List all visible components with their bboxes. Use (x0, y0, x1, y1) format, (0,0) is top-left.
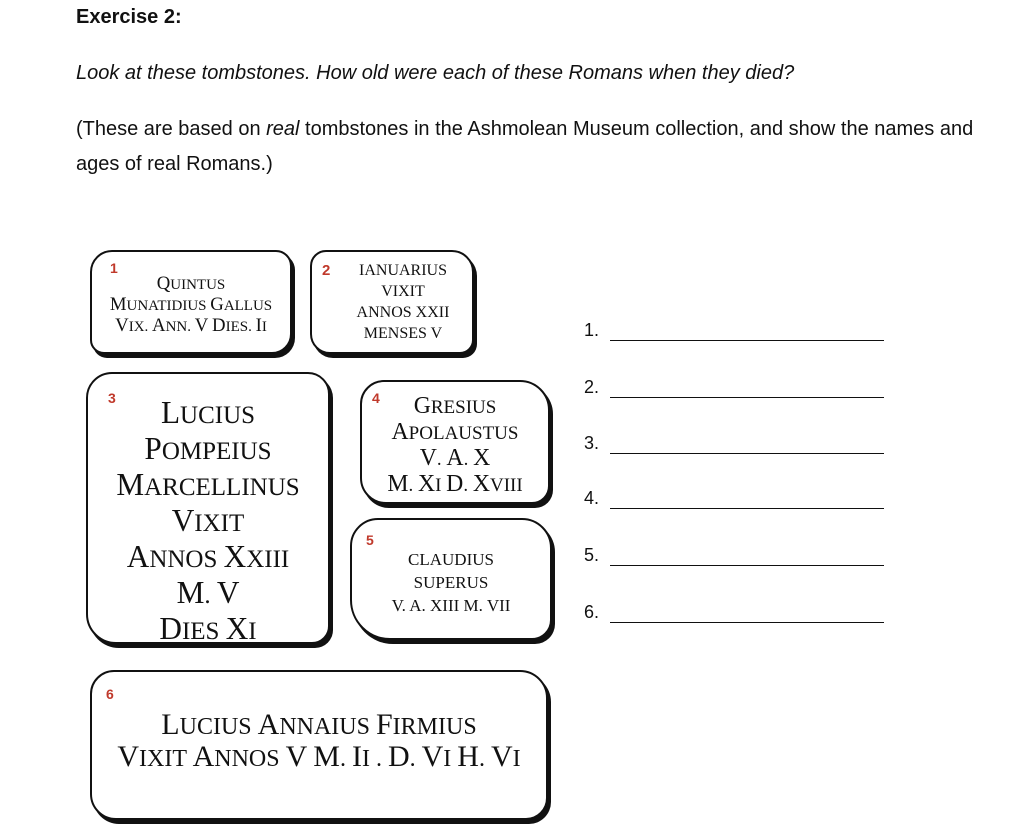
answer-blank-line[interactable] (610, 622, 884, 623)
tombstone-number: 1 (110, 260, 118, 276)
answer-number: 1. (584, 320, 600, 340)
answer-blank-line[interactable] (610, 565, 884, 566)
tombstone-3 (86, 372, 330, 644)
tombstone-inscription (352, 548, 550, 617)
tombstone-number: 6 (106, 686, 114, 702)
inscription-line: MENSES V (363, 325, 443, 342)
inscription-line: DIES XI (159, 611, 257, 646)
tombstone-inscription (92, 274, 290, 337)
inscription-line: V. A. X (419, 445, 491, 471)
tombstone-number: 3 (108, 390, 116, 406)
tombstone-4 (360, 380, 550, 504)
answer-row-5[interactable] (584, 545, 884, 569)
answer-number: 3. (584, 433, 600, 453)
answer-blank-line[interactable] (610, 340, 884, 341)
inscription-line: CLAUDIUS (408, 550, 494, 569)
inscription-line: VIXIT ANNOS V M. II . D. VI H. VI (117, 740, 521, 773)
note-text-before: (These are based on (76, 118, 267, 140)
answer-row-6[interactable] (584, 602, 884, 626)
tombstone-inscription (362, 394, 548, 498)
inscription-line: IANUARIUS (359, 262, 447, 279)
inscription-line: VIXIT (171, 503, 245, 538)
inscription-line: GRESIUS (413, 393, 497, 419)
tombstone-number: 5 (366, 532, 374, 548)
answer-number: 6. (584, 602, 600, 622)
tombstone-1 (90, 250, 292, 354)
context-note (76, 112, 1006, 182)
note-text-after: tombstones in the Ashmolean Museum collection, and show the names and ages of real Romans.) (76, 118, 974, 175)
inscription-line: APOLAUSTUS (391, 419, 519, 445)
inscription-line: V. A. XIII M. VII (391, 596, 511, 615)
answer-blank-line[interactable] (610, 508, 884, 509)
answer-row-3[interactable] (584, 433, 884, 457)
inscription-line: LUCIUS ANNAIUS FIRMIUS (161, 708, 477, 741)
exercise-heading: Exercise 2: (76, 6, 182, 28)
inscription-line: M. XI D. XVIII (387, 471, 523, 497)
tombstone-2 (310, 250, 474, 354)
inscription-line: SUPERUS (413, 573, 489, 592)
note-emphasis: real (266, 118, 300, 140)
inscription-line: QUINTUS (156, 273, 226, 294)
answer-number: 2. (584, 377, 600, 397)
tombstone-inscription (334, 260, 472, 344)
instruction-text: Look at these tombstones. How old were each of these Romans when they died? (76, 62, 795, 84)
inscription-line: ANNOS XXIII (126, 539, 290, 574)
answer-row-4[interactable] (584, 488, 884, 512)
answer-number: 4. (584, 488, 600, 508)
inscription-line: VIXIT (381, 283, 425, 300)
answer-blank-line[interactable] (610, 453, 884, 454)
inscription-line: M. V (176, 575, 240, 610)
inscription-line: POMPEIUS (144, 431, 272, 466)
tombstone-inscription (88, 396, 328, 648)
inscription-line: MARCELLINUS (116, 467, 300, 502)
inscription-line: VIX. ANN. V DIES. II (115, 315, 267, 336)
tombstone-6 (90, 670, 548, 820)
inscription-line: ANNOS XXII (356, 304, 450, 321)
answer-row-2[interactable] (584, 377, 884, 401)
tombstone-number: 2 (322, 262, 331, 279)
tombstone-inscription (92, 710, 546, 774)
inscription-line: LUCIUS (160, 395, 256, 430)
inscription-line: MUNATIDIUS GALLUS (109, 294, 273, 315)
answer-row-1[interactable] (584, 320, 884, 344)
answer-number: 5. (584, 545, 600, 565)
tombstone-5 (350, 518, 552, 640)
answer-blank-line[interactable] (610, 397, 884, 398)
tombstone-number: 4 (372, 390, 380, 406)
